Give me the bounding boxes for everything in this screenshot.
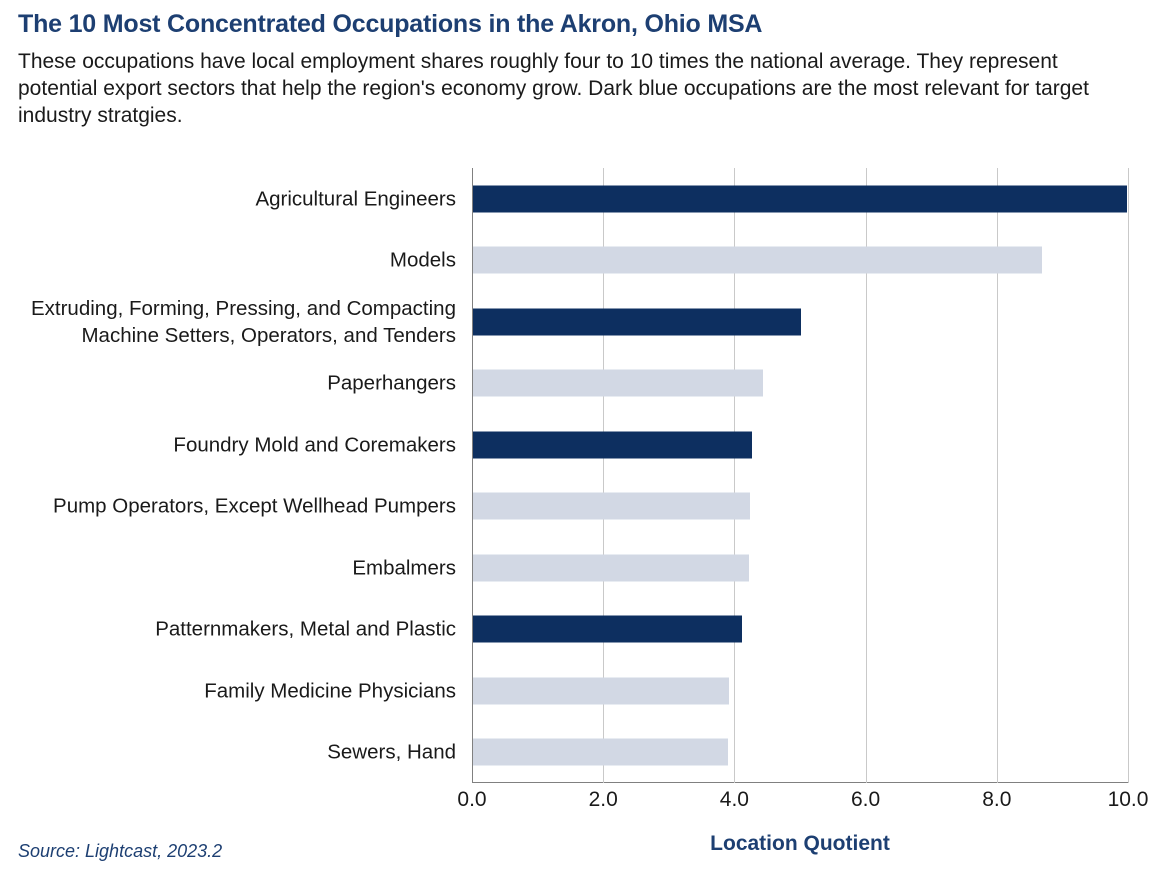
bar[interactable] xyxy=(473,493,750,520)
bar-row xyxy=(472,353,1128,415)
category-label: Agricultural Engineers xyxy=(255,187,456,211)
x-axis-title: Location Quotient xyxy=(710,832,890,855)
x-tick-label: 2.0 xyxy=(588,788,618,811)
bar-row xyxy=(472,722,1128,784)
category-label: Family Medicine Physicians xyxy=(204,679,456,703)
category-label: Pump Operators, Except Wellhead Pumpers xyxy=(53,494,456,518)
category-label-row xyxy=(0,230,472,292)
category-label: Embalmers xyxy=(352,556,456,580)
bar[interactable] xyxy=(473,616,742,643)
x-tick-label: 4.0 xyxy=(719,788,749,811)
bar-row xyxy=(472,476,1128,538)
chart-subtitle: These occupations have local employment shares roughly four to 10 times the national average. They represent potential export sectors that help the region's economy grow. Dark blue occupations are the most relevant for target industry stratgies. xyxy=(18,50,1089,127)
category-label: Extruding, Forming, Pressing, and Compacting Machine Setters, Operators, and Tenders xyxy=(30,296,456,347)
category-label-row xyxy=(0,414,472,476)
plot-area xyxy=(472,168,1128,783)
bar-row xyxy=(472,291,1128,353)
category-label-row xyxy=(0,660,472,722)
x-tick-label: 8.0 xyxy=(982,788,1012,811)
bar-row xyxy=(472,599,1128,661)
x-tick-label: 6.0 xyxy=(850,788,881,811)
category-label-row xyxy=(0,476,472,538)
x-tick-label: 10.0 xyxy=(1107,788,1149,811)
category-label: Foundry Mold and Coremakers xyxy=(173,433,456,457)
source-note: Source: Lightcast, 2023.2 xyxy=(18,841,223,861)
bar[interactable] xyxy=(473,185,1127,212)
category-label-row xyxy=(0,722,472,784)
category-label-row xyxy=(0,537,472,599)
bar-row xyxy=(472,660,1128,722)
category-label-row xyxy=(0,291,472,353)
bar[interactable] xyxy=(473,247,1042,274)
bar[interactable] xyxy=(473,554,749,581)
page-title: The 10 Most Concentrated Occupations in the Akron, Ohio MSA xyxy=(18,10,763,38)
category-label-row xyxy=(0,599,472,661)
category-label: Patternmakers, Metal and Plastic xyxy=(155,617,456,641)
category-label-row xyxy=(0,168,472,230)
category-label: Paperhangers xyxy=(327,371,456,395)
bar[interactable] xyxy=(473,677,729,704)
bar[interactable] xyxy=(473,739,728,766)
category-label-row xyxy=(0,353,472,415)
category-label: Sewers, Hand xyxy=(327,740,456,764)
bar[interactable] xyxy=(473,370,763,397)
category-label: Models xyxy=(389,248,456,272)
bar-row xyxy=(472,168,1128,230)
bar-row xyxy=(472,414,1128,476)
bar[interactable] xyxy=(473,308,801,335)
x-tick-label: 0.0 xyxy=(457,788,487,811)
bar-row xyxy=(472,230,1128,292)
bar[interactable] xyxy=(473,431,752,458)
gridline xyxy=(1128,168,1129,783)
category-axis-labels xyxy=(0,168,472,783)
bar-row xyxy=(472,537,1128,599)
